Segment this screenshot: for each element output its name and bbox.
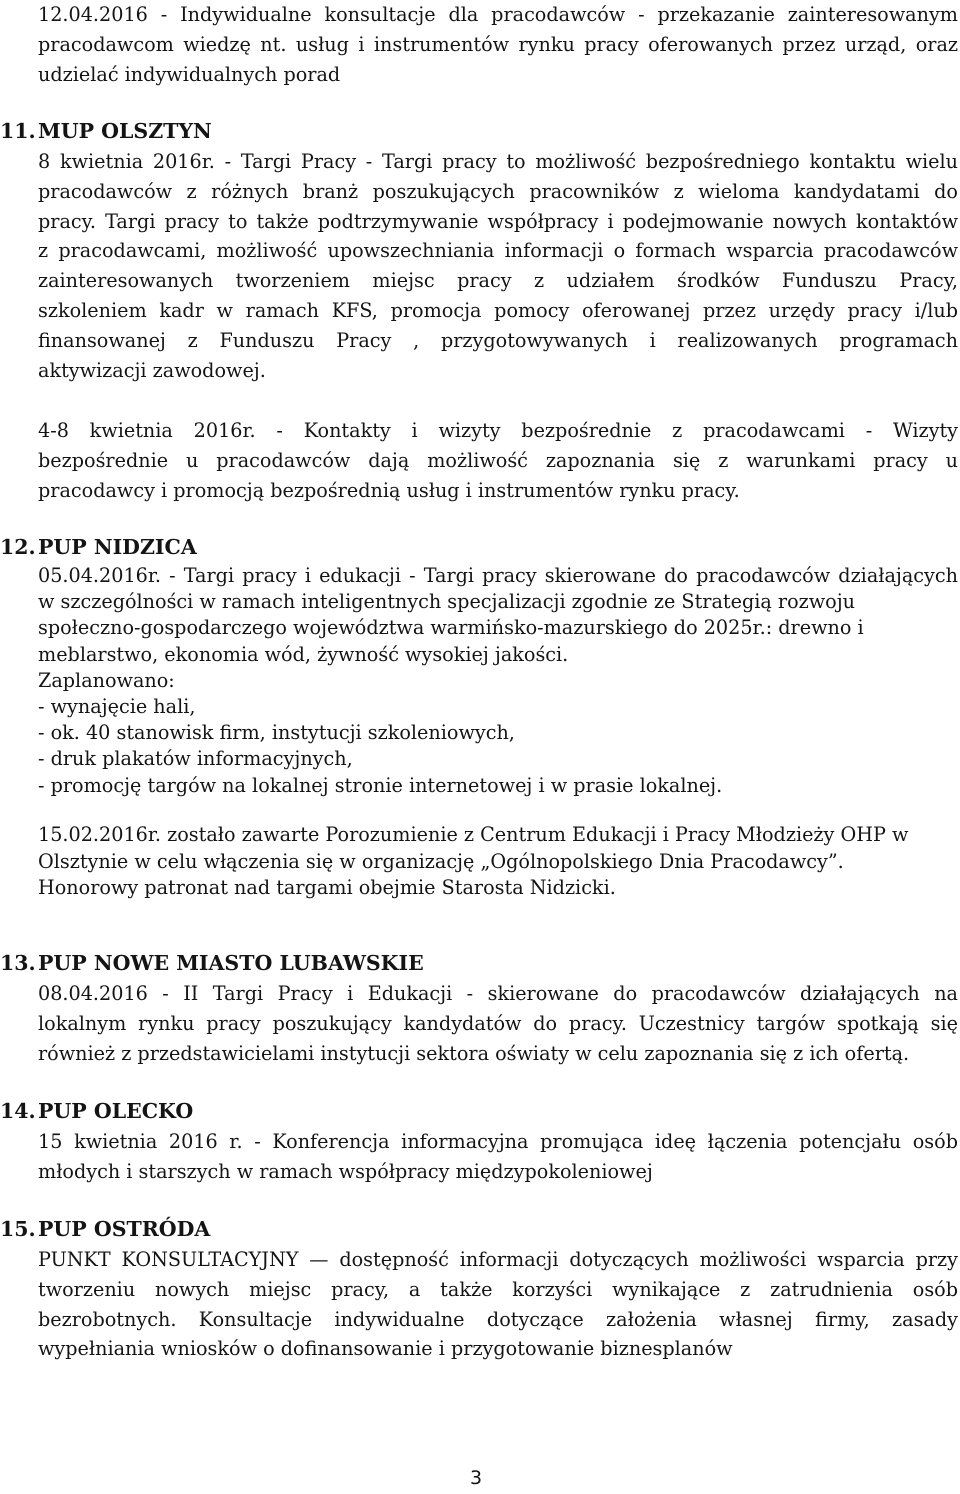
text-line: pracodawcom wiedzę nt. usług i instrumentów rynku pracy oferowanych przez urząd, oraz <box>38 32 958 56</box>
section-heading-11 <box>0 117 212 147</box>
list-item: - druk plakatów informacyjnych, <box>38 747 353 771</box>
text-line: pracodawców z różnych branż poszukujących pracowników z wieloma kandydatami do <box>38 179 958 203</box>
text-line: tworzeniu nowych miejsc pracy, a także korzyści wynikające z zatrudnienia osób <box>38 1277 958 1301</box>
heading-title: MUP OLSZTYN <box>38 119 212 143</box>
paragraph-porozumienie <box>38 822 958 902</box>
paragraph-nowe-miasto <box>38 979 958 1068</box>
text-line: młodych i starszych w ramach współpracy międzypokoleniowej <box>38 1159 653 1183</box>
text-line: 15.02.2016r. zostało zawarte Porozumienie z Centrum Edukacji i Pracy Młodzieży OHP w <box>38 823 909 846</box>
text-line: Olsztynie w celu włączenia się w organizację „Ogólnopolskiego Dnia Pracodawcy”. <box>38 849 844 873</box>
page-number: 3 <box>470 1467 483 1489</box>
text-line: 15 kwietnia 2016 r. - Konferencja informacyjna promująca ideę łączenia potencjału osób <box>38 1130 958 1153</box>
text-line: wypełniania wniosków o dofinansowanie i przygotowanie biznesplanów <box>38 1337 733 1361</box>
heading-number: 13. <box>0 951 36 975</box>
heading-number: 14. <box>0 1099 36 1123</box>
heading-number: 12. <box>0 535 36 559</box>
list-item: - ok. 40 stanowisk firm, instytucji szkoleniowych, <box>38 721 515 745</box>
heading-title: PUP OLECKO <box>38 1099 194 1123</box>
list-item: - wynajęcie hali, <box>38 695 196 719</box>
text-line: Honorowy patronat nad targami obejmie Starosta Nidzicki. <box>38 876 616 899</box>
paragraph-targi-nidzica <box>38 563 958 799</box>
heading-title: PUP NIDZICA <box>38 535 197 559</box>
heading-number: 15. <box>0 1217 36 1241</box>
text-line: pracodawcy i promocją bezpośrednią usług i instrumentów rynku pracy. <box>38 478 740 502</box>
text-line: PUNKT KONSULTACYJNY — dostępność informacji dotyczących możliwości wsparcia przy <box>38 1248 958 1271</box>
heading-title: PUP NOWE MIASTO LUBAWSKIE <box>38 951 424 975</box>
text-line: Zaplanowano: <box>38 668 175 692</box>
text-line: 4-8 kwietnia 2016r. - Kontakty i wizyty bezpośrednie z pracodawcami - Wizyty <box>38 419 958 442</box>
paragraph-punkt-konsultacyjny <box>38 1245 958 1364</box>
heading-number: 11. <box>0 119 36 143</box>
text-line: 12.04.2016 - Indywidualne konsultacje dla pracodawców - przekazanie zainteresowanym <box>38 3 958 26</box>
text-line: również z przedstawicielami instytucji sektora oświaty w celu zapoznania się z ich ofertą. <box>38 1041 910 1065</box>
section-heading-15 <box>0 1215 210 1245</box>
text-line: w szczególności w ramach inteligentnych specjalizacji zgodnie ze Strategią rozwoju <box>38 590 856 614</box>
text-line: społeczno-gospodarczego województwa warmińsko-mazurskiego do 2025r.: drewno i <box>38 616 864 640</box>
text-line: bezpośrednie u pracodawców dają możliwość zapoznania się z warunkami pracy u <box>38 448 958 472</box>
text-line: bezrobotnych. Konsultacje indywidualne dotyczące założenia własnej firmy, zasady <box>38 1307 958 1331</box>
section-heading-13 <box>0 949 424 979</box>
text-line: pracy. Targi pracy to także podtrzymywanie współpracy i podejmowanie nowych kontaktów <box>38 209 958 233</box>
text-line: 08.04.2016 - II Targi Pracy i Edukacji - skierowane do pracodawców działających na <box>38 982 958 1005</box>
text-line: z pracodawcami, możliwość upowszechniania informacji o formach wsparcia pracodawców <box>38 239 958 263</box>
paragraph-targi-olsztyn <box>38 147 958 385</box>
list-item: - promocję targów na lokalnej stronie internetowej i w prasie lokalnej. <box>38 773 723 797</box>
paragraph-kontakty-wizyty <box>38 416 958 505</box>
text-line: finansowanej z Funduszu Pracy , przygotowywanych i realizowanych programach <box>38 328 958 352</box>
text-line: 8 kwietnia 2016r. - Targi Pracy - Targi pracy to możliwość bezpośredniego kontaktu wielu <box>38 150 958 173</box>
text-line: szkoleniem kadr w ramach KFS, promocja pomocy oferowanej przez urzędy pracy i/lub <box>38 298 958 322</box>
text-line: udzielać indywidualnych porad <box>38 62 341 86</box>
section-heading-14 <box>0 1097 193 1127</box>
paragraph-olecko <box>38 1127 958 1187</box>
text-line: zainteresowanych tworzeniem miejsc pracy z udziałem środków Funduszu Pracy, <box>38 269 958 293</box>
paragraph-konsultacje <box>38 0 958 89</box>
heading-title: PUP OSTRÓDA <box>38 1217 211 1241</box>
text-line: meblarstwo, ekonomia wód, żywność wysokiej jakości. <box>38 642 569 666</box>
text-line: lokalnym rynku pracy poszukujący kandydatów do pracy. Uczestnicy targów spotkają się <box>38 1011 958 1035</box>
text-line: aktywizacji zawodowej. <box>38 358 266 382</box>
section-heading-12 <box>0 533 197 563</box>
text-line: 05.04.2016r. - Targi pracy i edukacji - Targi pracy skierowane do pracodawców działających <box>38 564 958 587</box>
